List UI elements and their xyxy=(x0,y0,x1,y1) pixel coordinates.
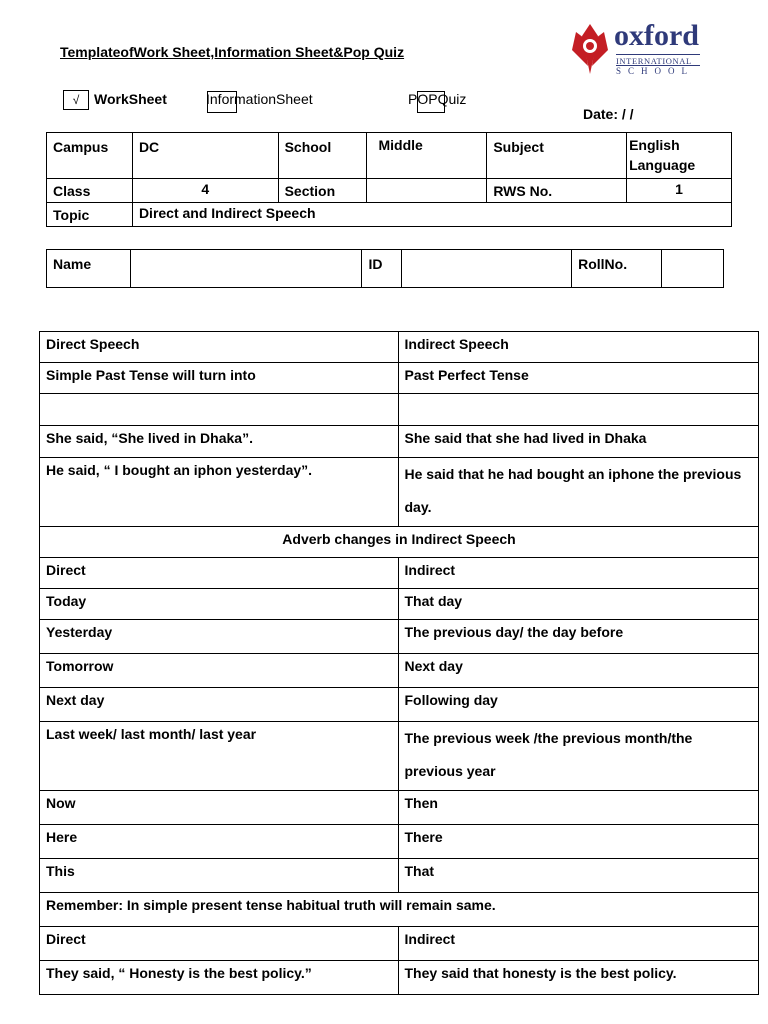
id-field[interactable] xyxy=(402,250,572,288)
class-value[interactable]: 4 xyxy=(132,179,278,203)
class-label: Class xyxy=(47,179,133,203)
school-label: School xyxy=(278,133,366,179)
table-cell: Today xyxy=(40,589,399,620)
worksheet-checkbox[interactable]: √ xyxy=(63,90,89,110)
table-cell: Now xyxy=(40,791,399,825)
table-cell: That xyxy=(398,859,759,893)
table-cell: Direct xyxy=(40,558,399,589)
adverb-heading: Adverb changes in Indirect Speech xyxy=(40,527,759,558)
table-cell: The previous day/ the day before xyxy=(398,620,759,654)
info-table xyxy=(46,132,732,227)
table-cell xyxy=(398,394,759,426)
table-cell: Indirect xyxy=(398,927,759,961)
logo-subtitle-school: SCHOOL xyxy=(616,65,700,76)
rws-label: RWS No. xyxy=(487,179,627,203)
subject-label: Subject xyxy=(487,133,627,179)
id-label: ID xyxy=(362,250,402,288)
remember-note: Remember: In simple present tense habitual truth will remain same. xyxy=(40,893,759,927)
table-cell: Direct Speech xyxy=(40,332,399,363)
table-cell: Indirect Speech xyxy=(398,332,759,363)
table-cell: Simple Past Tense will turn into xyxy=(40,363,399,394)
table-cell: Next day xyxy=(40,688,399,722)
table-cell: Past Perfect Tense xyxy=(398,363,759,394)
subject-value[interactable]: English Language xyxy=(627,133,732,179)
table-cell: This xyxy=(40,859,399,893)
student-table xyxy=(46,249,724,288)
table-cell: Here xyxy=(40,825,399,859)
name-label: Name xyxy=(47,250,131,288)
information-sheet-label: InformationSheet xyxy=(206,91,313,107)
topic-label: Topic xyxy=(47,203,133,227)
date-field[interactable]: Date: / / xyxy=(583,106,634,122)
table-cell: They said, “ Honesty is the best policy.” xyxy=(40,961,399,995)
pop-quiz-label: POPQuiz xyxy=(408,91,467,107)
table-cell: Last week/ last month/ last year xyxy=(40,722,399,791)
oxford-logo-emblem-icon xyxy=(568,22,612,76)
table-cell: Tomorrow xyxy=(40,654,399,688)
topic-value[interactable]: Direct and Indirect Speech xyxy=(132,203,731,227)
campus-label: Campus xyxy=(47,133,133,179)
table-cell: She said, “She lived in Dhaka”. xyxy=(40,426,399,458)
table-cell: Then xyxy=(398,791,759,825)
logo-wordmark: oxford xyxy=(614,19,699,52)
speech-table xyxy=(39,331,759,995)
school-value[interactable]: Middle xyxy=(366,133,487,179)
table-cell: The previous week /the previous month/the previous year xyxy=(398,722,759,791)
table-cell: Next day xyxy=(398,654,759,688)
table-cell: Indirect xyxy=(398,558,759,589)
document-title: TemplateofWork Sheet,Information Sheet&Pop Quiz xyxy=(60,44,405,60)
logo-subtitle-international: INTERNATIONAL xyxy=(616,54,700,66)
table-cell xyxy=(40,394,399,426)
table-cell: Yesterday xyxy=(40,620,399,654)
worksheet-label: WorkSheet xyxy=(94,91,167,107)
table-cell: Direct xyxy=(40,927,399,961)
roll-no-label: RollNo. xyxy=(572,250,662,288)
campus-value[interactable]: DC xyxy=(132,133,278,179)
name-field[interactable] xyxy=(130,250,362,288)
rws-value[interactable]: 1 xyxy=(627,179,732,203)
section-value[interactable] xyxy=(366,179,487,203)
table-cell: There xyxy=(398,825,759,859)
roll-no-field[interactable] xyxy=(662,250,724,288)
section-label: Section xyxy=(278,179,366,203)
table-cell: He said that he had bought an iphone the previous day. xyxy=(398,458,759,527)
table-cell: Following day xyxy=(398,688,759,722)
table-cell: They said that honesty is the best policy. xyxy=(398,961,759,995)
table-cell: He said, “ I bought an iphon yesterday”. xyxy=(40,458,399,527)
table-cell: She said that she had lived in Dhaka xyxy=(398,426,759,458)
table-cell: That day xyxy=(398,589,759,620)
